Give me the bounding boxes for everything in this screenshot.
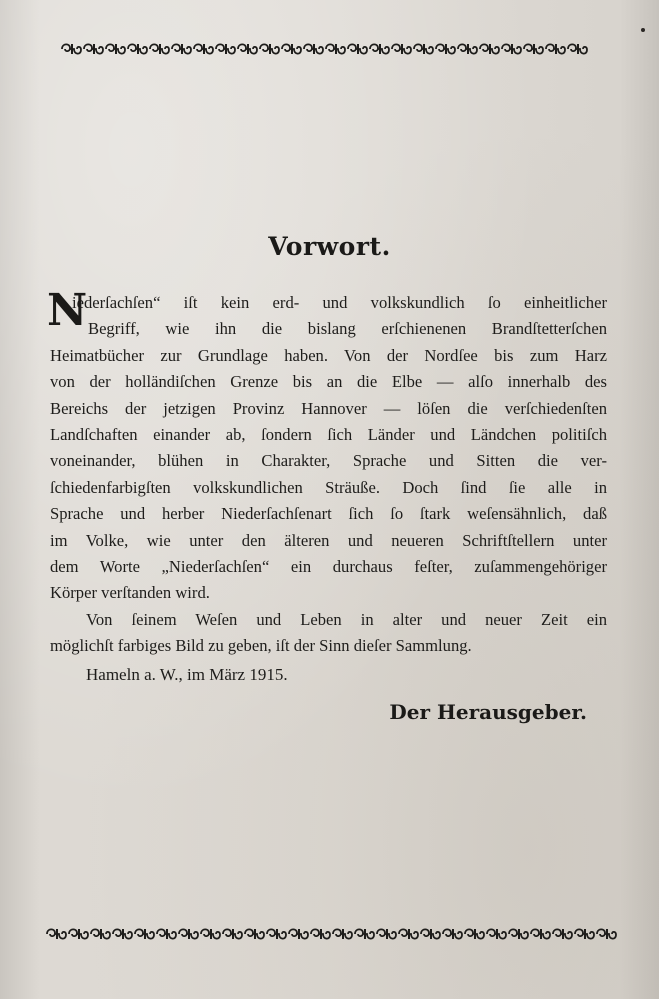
ornament-motif bbox=[553, 929, 572, 939]
ornament-motif bbox=[326, 44, 345, 54]
ornament-motif bbox=[194, 44, 213, 54]
ornament-motif bbox=[150, 44, 169, 54]
ornament-motif bbox=[421, 929, 440, 939]
ornament-border-top-graphic bbox=[60, 41, 594, 57]
text-line: Begriff, wie ihn die bislang erſchienenen Brandſtetterſchen bbox=[88, 319, 607, 339]
text-line: möglichſt farbiges Bild zu geben, iſt der Sinn dieſer Sammlung. bbox=[50, 636, 472, 656]
ornament-motif bbox=[201, 929, 220, 939]
ornament-motif bbox=[172, 44, 191, 54]
ornament-motif bbox=[135, 929, 154, 939]
ornament-motif bbox=[568, 44, 587, 54]
top-ornament-border bbox=[60, 41, 594, 57]
text-line: voneinander, blühen in Charakter, Sprache und Sitten die ver- bbox=[50, 451, 607, 471]
drop-initial: N bbox=[47, 285, 88, 336]
ornament-motif bbox=[333, 929, 352, 939]
ornament-motif bbox=[245, 929, 264, 939]
ornament-motif bbox=[465, 929, 484, 939]
text-line: Körper verſtanden wird. bbox=[50, 583, 210, 603]
place-and-date: Hameln a. W., im März 1915. bbox=[86, 665, 288, 684]
ornament-motif bbox=[62, 44, 81, 54]
ornament-motif bbox=[84, 44, 103, 54]
preface-text bbox=[47, 285, 607, 659]
publisher-signature: Der Herausgeber. bbox=[389, 700, 587, 724]
ornament-motif bbox=[113, 929, 132, 939]
ornament-motif bbox=[289, 929, 308, 939]
ornament-motif bbox=[106, 44, 125, 54]
ornament-motif bbox=[597, 929, 616, 939]
ornament-motif bbox=[267, 929, 286, 939]
ornament-motif bbox=[238, 44, 257, 54]
text-line: ſchiedenfarbigſten volkskundlichen Sträuße. Doch ſind ſie alle in bbox=[50, 477, 607, 497]
ornament-motif bbox=[260, 44, 279, 54]
ornament-motif bbox=[157, 929, 176, 939]
ornament-motif bbox=[179, 929, 198, 939]
ornament-motif bbox=[69, 929, 88, 939]
text-line: Heimatbücher zur Grundlage haben. Von der Nordſee bis zum Harz bbox=[50, 345, 607, 365]
ornament-motif bbox=[370, 44, 389, 54]
ink-speck bbox=[641, 28, 645, 32]
ornament-motif bbox=[575, 929, 594, 939]
text-line: iederſachſen“ iſt kein erd- und volkskundlich ſo einheitlicher bbox=[72, 293, 607, 312]
ornament-motif bbox=[546, 44, 565, 54]
ornament-motif bbox=[355, 929, 374, 939]
ornament-motif bbox=[531, 929, 550, 939]
ornament-motif bbox=[458, 44, 477, 54]
bottom-ornament-border bbox=[45, 926, 617, 942]
ornament-motif bbox=[487, 929, 506, 939]
ornament-motif bbox=[348, 44, 367, 54]
ornament-motif bbox=[377, 929, 396, 939]
ornament-motif bbox=[128, 44, 147, 54]
page-title: Vorwort. bbox=[268, 232, 391, 261]
ornament-border-bottom-graphic bbox=[45, 926, 617, 942]
ornament-motif bbox=[223, 929, 242, 939]
ornament-motif bbox=[216, 44, 235, 54]
text-line: Von ſeinem Weſen und Leben in alter und neuer Zeit ein bbox=[86, 609, 607, 629]
text-line: dem Worte „Niederſachſen“ ein durchaus feſter, zuſammengehöriger bbox=[50, 556, 607, 576]
ornament-motif bbox=[524, 44, 543, 54]
ornament-motif bbox=[91, 929, 110, 939]
text-line: von der holländiſchen Grenze bis an die Elbe — alſo innerhalb des bbox=[50, 372, 607, 392]
text-line: Landſchaften einander ab, ſondern ſich Länder und Ländchen politiſch bbox=[50, 424, 607, 444]
ornament-motif bbox=[480, 44, 499, 54]
ornament-motif bbox=[414, 44, 433, 54]
ornament-motif bbox=[509, 929, 528, 939]
ornament-motif bbox=[282, 44, 301, 54]
ornament-motif bbox=[311, 929, 330, 939]
text-line: Sprache und herber Niederſachſenart ſich ſo ſtark weſensähnlich, daß bbox=[50, 504, 607, 524]
text-line: im Volke, wie unter den älteren und neueren Schriftſtellern unter bbox=[50, 530, 607, 550]
ornament-motif bbox=[436, 44, 455, 54]
ornament-motif bbox=[443, 929, 462, 939]
text-line: Bereichs der jetzigen Provinz Hannover — löſen die verſchiedenſten bbox=[50, 398, 607, 418]
ornament-motif bbox=[392, 44, 411, 54]
ornament-motif bbox=[304, 44, 323, 54]
ornament-motif bbox=[47, 929, 66, 939]
ornament-motif bbox=[502, 44, 521, 54]
ornament-motif bbox=[399, 929, 418, 939]
